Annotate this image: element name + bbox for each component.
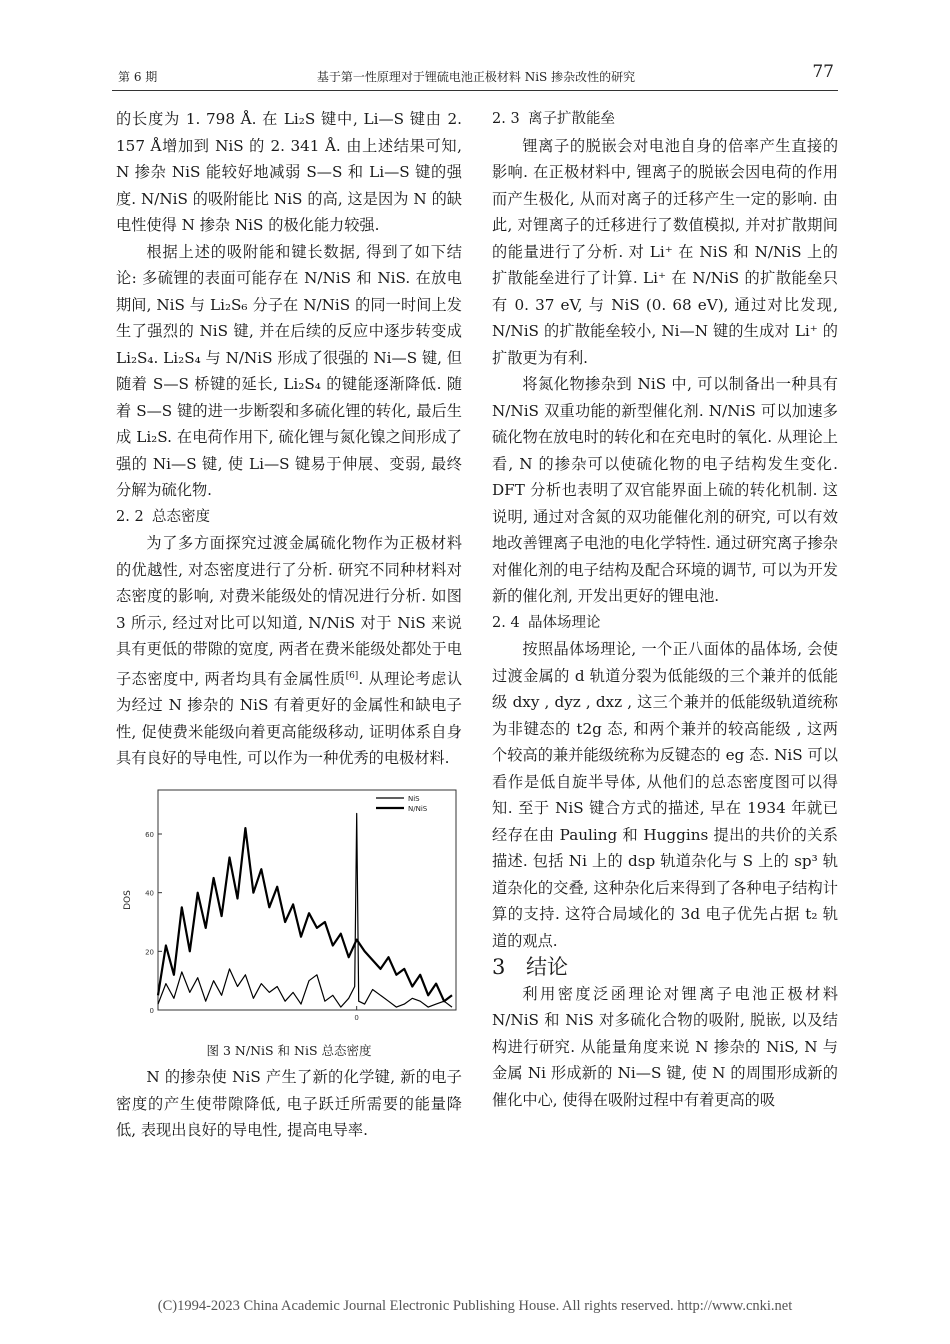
- y-tick-label: 0: [149, 1006, 154, 1015]
- section-title: 总态密度: [152, 508, 210, 525]
- right-column: [492, 106, 838, 1113]
- section-title: 晶体场理论: [528, 614, 601, 631]
- section-number: 2. 3: [492, 111, 520, 127]
- paragraph-conclusion: 利用密度泛函理论对锂离子电池正极材料 N/NiS 和 NiS 对多硫化合物的吸附, 脱嵌, 以及结构进行研究. 从能量角度来说 N 掺杂的 NiS, N 与金属 Ni 形成新的 Ni—S 键, 使 N 的周围形成新的催化中心, 使得在吸附过程中有着更高的吸: [492, 984, 838, 1109]
- x-tick-label: 0: [354, 1013, 359, 1022]
- figure-caption: 图 3 N/NiS 和 NiS 总态密度: [206, 1042, 372, 1058]
- section-title: 离子扩散能垒: [528, 111, 615, 127]
- paragraph-bond-length: 的长度为 1. 798 Å. 在 Li₂S 键中, Li—S 键由 2. 157 Å增加到 NiS 的 2. 341 Å. 由上述结果可知, N 掺杂 NiS 能较好地减弱 S—S 和 Li—S 键的强度. N/NiS 的吸附能比 NiS 的高, 这是因为 N 的缺电性使得 N 掺杂 NiS 的极化能力较强.: [116, 110, 462, 234]
- section-2-3-heading: [492, 106, 838, 133]
- section-2-4-heading: [492, 610, 838, 637]
- legend-label: N/NiS: [408, 804, 428, 813]
- paragraph-doping-effect: N 的掺杂使 NiS 产生了新的化学键, 新的电子密度的产生使带隙降低, 电子跃迁所需要的能量降低, 表现出良好的导电性, 提高电导率.: [116, 1068, 462, 1140]
- plot-frame: [158, 790, 456, 1010]
- running-title: 基于第一性原理对于锂硫电池正极材料 NiS 掺杂改性的研究: [316, 70, 636, 84]
- y-tick-label: 60: [145, 830, 154, 839]
- legend-label: NiS: [408, 794, 420, 803]
- y-tick-label: 20: [145, 947, 154, 956]
- y-axis-label: DOS: [123, 889, 133, 910]
- series-line-n-nis: [158, 828, 452, 1001]
- paragraph-crystal-field: 按照晶体场理论, 一个正八面体的晶体场, 会使过渡金属的 d 轨道分裂为低能级的三个兼并的低能级 dxy , dyz , dxz , 这三个兼并的低能级轨道统称为非键态的 t2g 态, 和两个兼并的较高能级 , 这两个较高的兼并能级统称为反键态的 eg 态. NiS 可以看作是低自旋半导体, 从他们的总态密度图可以得知. 至于 NiS 键合方式的描述, 早在 1934 年就已经存在由 Pauling 和 Huggins 提出的共价的关系描述. 包括 Ni 上的 dsp 轨道杂化与 S 上的 sp³ 轨道杂化的交叠, 这种杂化后来得到了各种电子结构计算的支持. 这符合局域化的 3d 电子优先占据 t₂ 轨道的观点.: [492, 640, 838, 950]
- paragraph-catalyst: 将氮化物掺杂到 NiS 中, 可以制备出一种具有 N/NiS 双重功能的新型催化剂. N/NiS 可以加速多硫化物在放电时的转化和在充电时的氧化. 从理论上看, N 的掺杂可以使硫化物的电子结构发生变化. DFT 分析也表明了双官能界面上硫的转化机制. 这说明, 通过对含氮的双功能催化剂的研究, 可以有效地改善锂离子电池的电化学特性. 通过研究离子掺杂对催化剂的电子结构及配合环境的调节, 可以为开发新的催化剂, 开发出更好的锂电池.: [492, 375, 838, 605]
- copyright-footer: (C)1994-2023 China Academic Journal Electronic Publishing House. All rights reserved. http://www.cnki.net: [157, 1298, 793, 1314]
- paragraph-conclusion-adsorption: 根据上述的吸附能和键长数据, 得到了如下结论: 多硫锂的表面可能存在 N/NiS 和 NiS. 在放电期间, NiS 与 Li₂S₆ 分子在 N/NiS 的同一时间上发生了强烈的 NiS 键, 并在后续的反应中逐步转变成 Li₂S₄. Li₂S₄ 与 N/NiS 形成了很强的 Ni—S 键, 但随着 S—S 桥键的延长, Li₂S₄ 的键能逐渐降低. 随着 S—S 键的进一步断裂和多硫化锂的转化, 最后生成 Li₂S. 在电荷作用下, 硫化锂与氮化镍之间形成了强的 Ni—S 键, 使 Li—S 键易于伸展、变弱, 最终分解为硫化物.: [116, 242, 462, 499]
- paragraph-dos-analysis: [116, 530, 462, 772]
- dos-figure: [116, 782, 462, 1032]
- section-number: 3: [492, 955, 506, 979]
- section-number: 2. 2: [116, 508, 144, 525]
- issue-label: 第 6 期: [118, 70, 158, 84]
- y-tick-label: 40: [145, 889, 154, 898]
- header-rule: [112, 90, 838, 91]
- dos-chart: [116, 782, 462, 1032]
- page-number: 77: [812, 62, 834, 82]
- section-3-heading: [492, 954, 838, 981]
- paragraph-text: . 从理论考虑认为经过 N 掺杂的 NiS 有着更好的金属性和缺电子性, 促使费米能级向着更高能级移动, 证明体系自身具有良好的导电性, 可以作为一种优秀的电极材料.: [116, 669, 463, 768]
- section-title: 结论: [526, 955, 568, 979]
- running-header: [118, 62, 834, 88]
- section-number: 2. 4: [492, 614, 520, 631]
- citation-ref: [6]: [345, 670, 359, 681]
- section-2-2-heading: [116, 504, 462, 531]
- paragraph-diffusion-barrier: 锂离子的脱嵌会对电池自身的倍率产生直接的影响. 在正极材料中, 锂离子的脱嵌会因电荷的作用而产生极化, 从而对离子的迁移产生一定的影响. 由此, 对锂离子的迁移进行了数值模拟, 并对扩散期间的能量进行了分析. 对 Li⁺ 在 NiS 和 N/NiS 上的扩散能垒进行了计算. Li⁺ 在 N/NiS 的扩散能垒只有 0. 37 eV, 与 NiS (0. 68 eV), 通过对比发现, N/NiS 的扩散能垒较小, Ni—N 键的生成对 Li⁺ 的扩散更为有利.: [492, 136, 838, 367]
- paragraph-text: 为了多方面探究过渡金属硫化物作为正极材料的优越性, 对态密度进行了分析. 研究不同种材料对态密度的影响, 对费米能级处的情况进行分析. 如图 3 所示, 经过对比可以知道, N/NiS 对于 NiS 来说具有更低的带隙的宽度, 两者在费米能级处都处于电子态密度中, 两者均具有金属性质: [116, 534, 462, 688]
- left-column: [116, 106, 462, 1144]
